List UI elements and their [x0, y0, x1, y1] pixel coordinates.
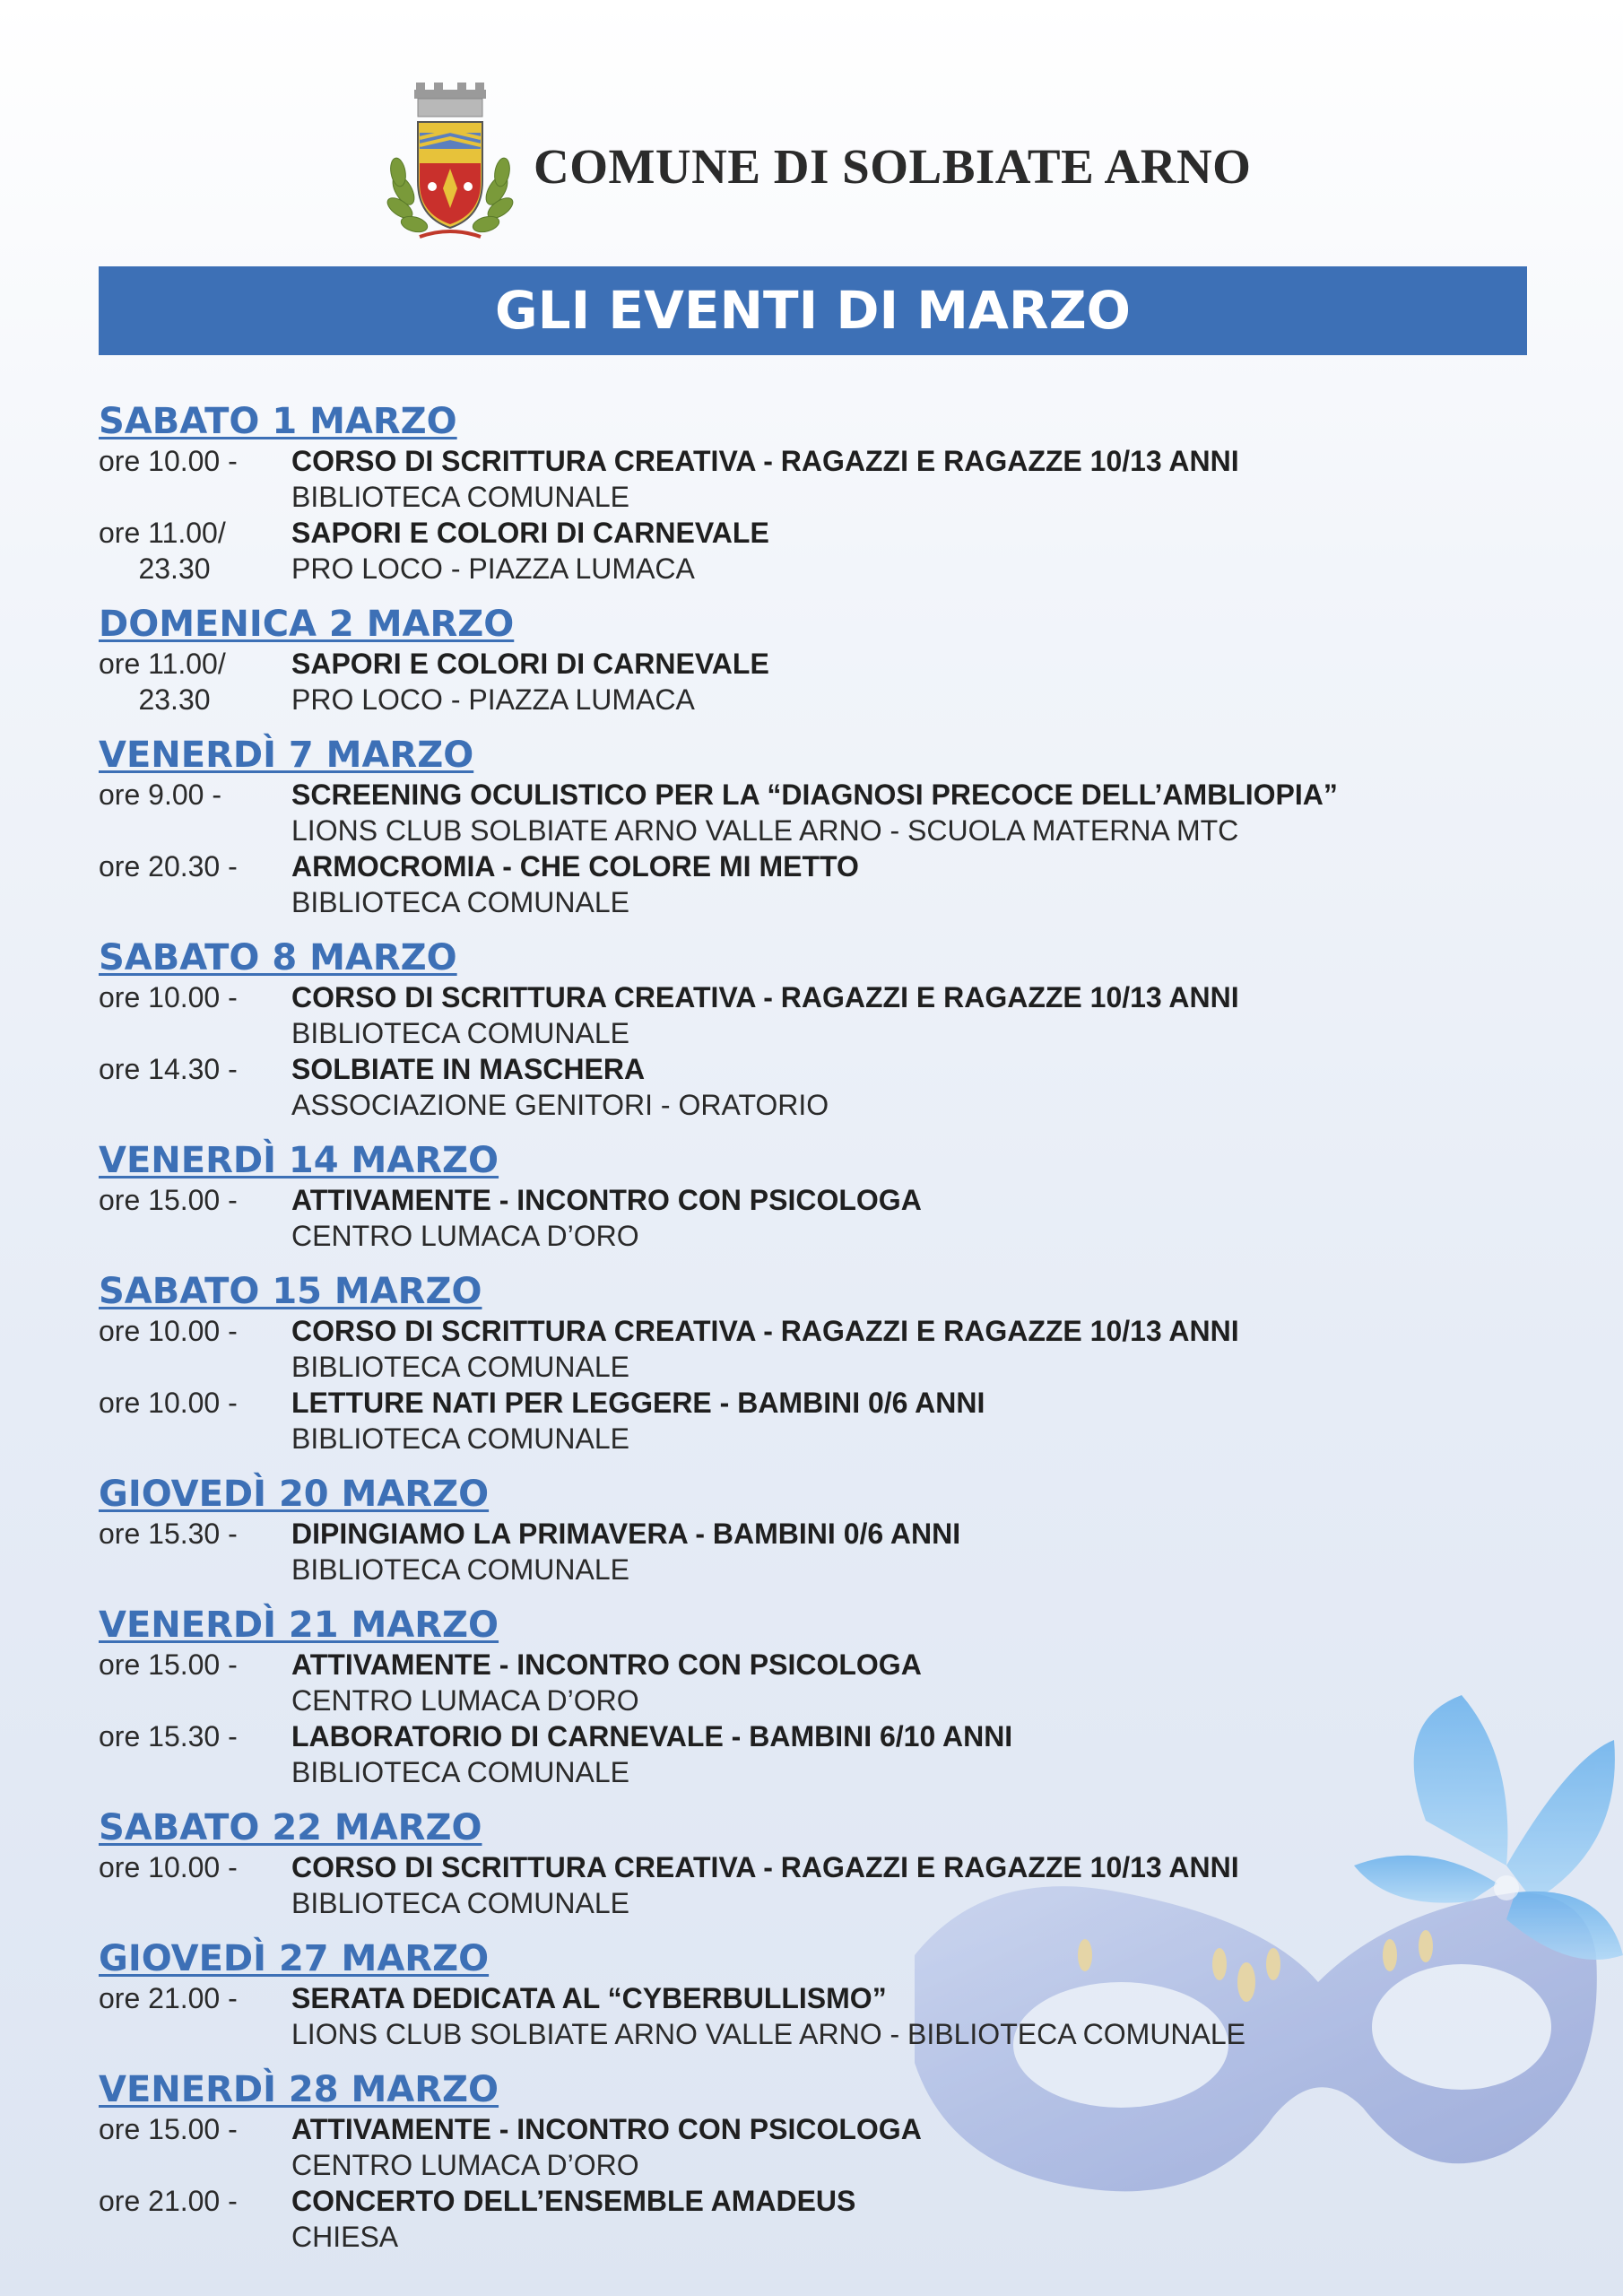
event-location: LIONS CLUB SOLBIATE ARNO VALLE ARNO - SCUOLA MATERNA MTC: [291, 814, 1239, 847]
event-name: ATTIVAMENTE - INCONTRO CON PSICOLOGA: [291, 1184, 922, 1216]
event-location: BIBLIOTECA COMUNALE: [291, 1887, 629, 1919]
event-time: ore 10.00 -: [99, 1315, 238, 1347]
header: [0, 83, 1623, 253]
event-time: ore 11.00/ 23.30: [99, 517, 226, 585]
event-details: [291, 2183, 1533, 2255]
event-details: [291, 979, 1533, 1051]
page-title: COMUNE DI SOLBIATE ARNO: [534, 139, 1252, 194]
day-section: [99, 1139, 1533, 1254]
event-item: [99, 1051, 1533, 1123]
event-time: ore 15.30 -: [99, 1720, 238, 1752]
day-section: [99, 1806, 1533, 1921]
event-details: [291, 848, 1533, 920]
day-section: [99, 734, 1533, 920]
event-item: [99, 1182, 1533, 1254]
event-time: ore 9.00 -: [99, 778, 221, 811]
day-section: [99, 936, 1533, 1123]
day-title: VENERDÌ 7 MARZO: [99, 735, 474, 776]
event-item: [99, 1718, 1533, 1790]
event-name: SCREENING OCULISTICO PER LA “DIAGNOSI PRECOCE DELL’AMBLIOPIA”: [291, 778, 1338, 811]
event-time: ore 14.30 -: [99, 1053, 238, 1085]
event-name: CORSO DI SCRITTURA CREATIVA - RAGAZZI E RAGAZZE 10/13 ANNI: [291, 445, 1239, 477]
event-location: CENTRO LUMACA D’ORO: [291, 2149, 639, 2181]
day-section: [99, 1937, 1533, 2052]
event-details: [291, 777, 1533, 848]
event-location: BIBLIOTECA COMUNALE: [291, 1351, 629, 1383]
event-item: [99, 443, 1533, 515]
day-section: [99, 603, 1533, 718]
day-title: SABATO 22 MARZO: [99, 1807, 482, 1848]
event-name: CORSO DI SCRITTURA CREATIVA - RAGAZZI E RAGAZZE 10/13 ANNI: [291, 981, 1239, 1013]
events-list: [99, 400, 1533, 2271]
event-item: [99, 1385, 1533, 1457]
event-item: [99, 777, 1533, 848]
day-title: VENERDÌ 21 MARZO: [99, 1605, 499, 1646]
day-title: VENERDÌ 14 MARZO: [99, 1140, 499, 1181]
event-name: ARMOCROMIA - CHE COLORE MI METTO: [291, 850, 859, 883]
event-details: [291, 1051, 1533, 1123]
event-name: LABORATORIO DI CARNEVALE - BAMBINI 6/10 ANNI: [291, 1720, 1013, 1752]
day-section: [99, 1473, 1533, 1587]
event-details: [291, 1718, 1533, 1790]
day-title: GIOVEDÌ 27 MARZO: [99, 1938, 490, 1979]
day-section: [99, 400, 1533, 587]
event-location: ASSOCIAZIONE GENITORI - ORATORIO: [291, 1089, 829, 1121]
day-title: VENERDÌ 28 MARZO: [99, 2069, 499, 2110]
event-details: [291, 646, 1533, 718]
event-location: CENTRO LUMACA D’ORO: [291, 1220, 639, 1252]
event-time: ore 20.30 -: [99, 850, 238, 883]
event-name: ATTIVAMENTE - INCONTRO CON PSICOLOGA: [291, 2113, 922, 2145]
event-name: ATTIVAMENTE - INCONTRO CON PSICOLOGA: [291, 1648, 922, 1681]
event-time: ore 21.00 -: [99, 1982, 238, 2014]
event-time: ore 10.00 -: [99, 445, 238, 477]
event-item: [99, 1980, 1533, 2052]
event-item: [99, 1849, 1533, 1921]
event-details: [291, 1647, 1533, 1718]
event-details: [291, 515, 1533, 587]
event-location: BIBLIOTECA COMUNALE: [291, 481, 629, 513]
event-name: SOLBIATE IN MASCHERA: [291, 1053, 646, 1085]
event-item: [99, 848, 1533, 920]
event-time: ore 21.00 -: [99, 2185, 238, 2217]
event-name: CORSO DI SCRITTURA CREATIVA - RAGAZZI E RAGAZZE 10/13 ANNI: [291, 1851, 1239, 1883]
events-banner: GLI EVENTI DI MARZO: [99, 266, 1527, 355]
event-time: ore 10.00 -: [99, 981, 238, 1013]
event-details: [291, 1516, 1533, 1587]
event-name: SAPORI E COLORI DI CARNEVALE: [291, 517, 769, 549]
event-location: PRO LOCO - PIAZZA LUMACA: [291, 552, 695, 585]
event-details: [291, 1182, 1533, 1254]
event-time: ore 10.00 -: [99, 1851, 238, 1883]
event-item: [99, 646, 1533, 718]
event-name: CORSO DI SCRITTURA CREATIVA - RAGAZZI E RAGAZZE 10/13 ANNI: [291, 1315, 1239, 1347]
event-name: SERATA DEDICATA AL “CYBERBULLISMO”: [291, 1982, 887, 2014]
event-details: [291, 2111, 1533, 2183]
event-item: [99, 2111, 1533, 2183]
event-location: BIBLIOTECA COMUNALE: [291, 1017, 629, 1049]
event-location: CENTRO LUMACA D’ORO: [291, 1684, 639, 1717]
day-title: SABATO 1 MARZO: [99, 401, 457, 442]
event-item: [99, 1647, 1533, 1718]
event-location: BIBLIOTECA COMUNALE: [291, 1756, 629, 1788]
event-location: BIBLIOTECA COMUNALE: [291, 1553, 629, 1586]
event-time: ore 10.00 -: [99, 1387, 238, 1419]
day-section: [99, 1604, 1533, 1790]
event-name: LETTURE NATI PER LEGGERE - BAMBINI 0/6 ANNI: [291, 1387, 985, 1419]
day-title: DOMENICA 2 MARZO: [99, 604, 515, 645]
event-time: ore 15.00 -: [99, 2113, 238, 2145]
day-title: SABATO 8 MARZO: [99, 937, 457, 978]
event-location: PRO LOCO - PIAZZA LUMACA: [291, 683, 695, 716]
event-time: ore 11.00/ 23.30: [99, 648, 226, 716]
event-location: BIBLIOTECA COMUNALE: [291, 1422, 629, 1455]
event-item: [99, 515, 1533, 587]
event-details: [291, 1980, 1533, 2052]
day-title: GIOVEDÌ 20 MARZO: [99, 1474, 490, 1515]
event-name: DIPINGIAMO LA PRIMAVERA - BAMBINI 0/6 ANNI: [291, 1518, 961, 1550]
event-location: CHIESA: [291, 2221, 399, 2253]
event-time: ore 15.00 -: [99, 1184, 238, 1216]
event-item: [99, 979, 1533, 1051]
event-item: [99, 1313, 1533, 1385]
day-title: SABATO 15 MARZO: [99, 1271, 482, 1312]
event-item: [99, 1516, 1533, 1587]
event-details: [291, 443, 1533, 515]
day-section: [99, 1270, 1533, 1457]
event-name: SAPORI E COLORI DI CARNEVALE: [291, 648, 769, 680]
event-location: LIONS CLUB SOLBIATE ARNO VALLE ARNO - BIBLIOTECA COMUNALE: [291, 2018, 1246, 2050]
day-section: [99, 2068, 1533, 2255]
event-item: [99, 2183, 1533, 2255]
event-details: [291, 1313, 1533, 1385]
event-details: [291, 1385, 1533, 1457]
event-time: ore 15.30 -: [99, 1518, 238, 1550]
event-details: [291, 1849, 1533, 1921]
coat-of-arms-icon: [384, 83, 516, 249]
event-time: ore 15.00 -: [99, 1648, 238, 1681]
event-name: CONCERTO DELL’ENSEMBLE AMADEUS: [291, 2185, 856, 2217]
event-location: BIBLIOTECA COMUNALE: [291, 886, 629, 918]
